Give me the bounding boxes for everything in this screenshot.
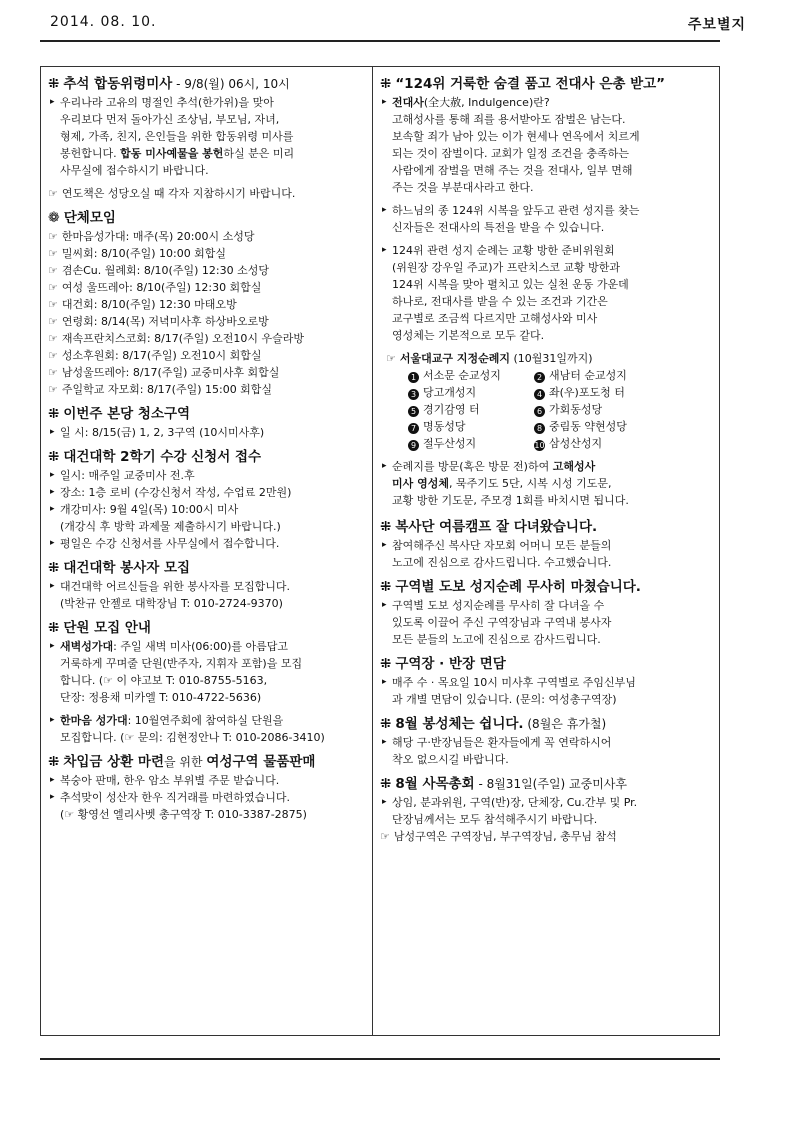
line-text: 영성체는 기본적으로 모두 같다. bbox=[392, 329, 545, 342]
pilgrimage-site bbox=[408, 384, 534, 401]
bullet-icon: ▸ bbox=[50, 775, 55, 785]
pilgrimage-site bbox=[408, 401, 534, 418]
asterisk-mark-icon: ⁜ bbox=[380, 716, 392, 732]
section-title bbox=[48, 208, 366, 228]
bullet-line bbox=[380, 458, 714, 475]
line-text-bold: 새벽성가대 bbox=[60, 640, 114, 653]
flower-icon: ❁ bbox=[48, 210, 60, 226]
line-text: 재속프란치스코회: 8/17(주일) 오전10시 우슬라방 bbox=[61, 332, 304, 345]
line-text: (10월31일까지) bbox=[509, 352, 593, 365]
bullet-icon: ▸ bbox=[50, 641, 55, 651]
line-text: (위원장 강우일 주교)가 프란치스코 교황 방한과 bbox=[392, 261, 620, 274]
bulletin-date: 2014. 08. 10. bbox=[50, 14, 157, 30]
section-title-text: 단체모임 bbox=[63, 210, 116, 226]
asterisk-mark-icon: ⁜ bbox=[48, 754, 60, 770]
line-text: (박찬규 안젤로 대학장님 T: 010-2724-9370) bbox=[60, 597, 283, 610]
text-line bbox=[48, 806, 366, 823]
section-title bbox=[48, 752, 366, 772]
line-text: 겸손Cu. 월례회: 8/10(주일) 12:30 소성당 bbox=[61, 264, 269, 277]
line-text: 노고에 진심으로 감사드립니다. 수고했습니다. bbox=[392, 556, 612, 569]
left-column bbox=[48, 74, 366, 823]
number-badge: 5 bbox=[408, 406, 419, 417]
line-text: 해당 구·반장님들은 환자들에게 꼭 연락하시어 bbox=[392, 736, 612, 749]
line-text: 보속할 죄가 남아 있는 이가 현세나 연옥에서 치르게 bbox=[392, 130, 640, 143]
section bbox=[48, 404, 366, 441]
pilgrimage-site bbox=[534, 418, 674, 435]
pointing-hand-icon: ☞ bbox=[48, 281, 58, 294]
bullet-line bbox=[380, 537, 714, 554]
site-name: 중림동 약현성당 bbox=[549, 420, 627, 433]
section-title bbox=[380, 774, 714, 794]
text-line bbox=[48, 145, 366, 162]
line-text: 대건회: 8/10(주일) 12:30 마태오방 bbox=[61, 298, 237, 311]
bullet-icon: ▸ bbox=[382, 205, 387, 215]
section-title bbox=[48, 618, 366, 638]
number-badge: 10 bbox=[534, 441, 545, 450]
pointing-hand-icon: ☞ bbox=[380, 830, 390, 843]
bullet-icon: ▸ bbox=[50, 715, 55, 725]
bullet-icon: ▸ bbox=[382, 245, 387, 255]
number-badge: 9 bbox=[408, 440, 419, 451]
note-line bbox=[48, 381, 366, 398]
section-title-extra: - 9/8(월) 06시, 10시 bbox=[172, 77, 290, 91]
pointing-hand-icon: ☞ bbox=[48, 366, 58, 379]
line-text: 주는 것을 부분대사라고 한다. bbox=[392, 181, 534, 194]
line-text: 장소: 1층 로비 (수강신청서 작성, 수업료 2만원) bbox=[60, 486, 292, 499]
line-text: 순례지를 방문(혹은 방문 전)하여 bbox=[392, 460, 553, 473]
right-column bbox=[380, 74, 714, 845]
line-text: 사무실에 접수하시기 바랍니다. bbox=[60, 164, 209, 177]
section-title-text: “124위 거룩한 숨결 품고 전대사 은총 받고” bbox=[395, 76, 666, 92]
section-title bbox=[380, 714, 714, 734]
asterisk-mark-icon: ⁜ bbox=[48, 76, 60, 92]
bullet-line bbox=[48, 712, 366, 729]
asterisk-mark-icon: ⁜ bbox=[380, 776, 392, 792]
line-text: 하느님의 종 124위 시복을 앞두고 관련 성지를 찾는 bbox=[392, 204, 640, 217]
site-name: 좌(우)포도청 터 bbox=[549, 386, 625, 399]
section-title-text: 8월 사목총회 bbox=[395, 776, 475, 792]
section-title bbox=[48, 404, 366, 424]
bullet-icon: ▸ bbox=[382, 461, 387, 471]
line-text: 여성 울뜨레아: 8/10(주일) 12:30 회합실 bbox=[61, 281, 262, 294]
number-badge: 6 bbox=[534, 406, 545, 417]
section-title-tail: 여성구역 물품판매 bbox=[206, 754, 316, 770]
bullet-icon: ▸ bbox=[50, 427, 55, 437]
note-line bbox=[48, 228, 366, 245]
section-title-text: 8월 봉성체는 쉽니다. bbox=[395, 716, 524, 732]
note-line bbox=[48, 347, 366, 364]
line-text: 우리나라 고유의 명절인 추석(한가위)을 맞아 bbox=[60, 96, 274, 109]
pilgrimage-site bbox=[408, 367, 534, 384]
text-line bbox=[48, 518, 366, 535]
bullet-icon: ▸ bbox=[50, 504, 55, 514]
number-badge: 3 bbox=[408, 389, 419, 400]
text-line bbox=[380, 276, 714, 293]
line-text: 과 개별 면담이 있습니다. (문의: 여성총구역장) bbox=[392, 693, 617, 706]
line-text: 상임, 분과위원, 구역(반)장, 단체장, Cu.간부 및 Pr. bbox=[392, 796, 638, 809]
section-title bbox=[380, 654, 714, 674]
section-title-text: 차입금 상환 마련 bbox=[63, 754, 164, 770]
note-line bbox=[380, 828, 714, 845]
text-line bbox=[48, 729, 366, 746]
asterisk-mark-icon: ⁜ bbox=[380, 76, 392, 92]
line-text: 단장님께서는 모두 참석해주시기 바랍니다. bbox=[392, 813, 598, 826]
note-line bbox=[48, 364, 366, 381]
bullet-icon: ▸ bbox=[50, 581, 55, 591]
text-line bbox=[48, 162, 366, 179]
asterisk-mark-icon: ⁜ bbox=[48, 620, 60, 636]
text-line bbox=[48, 128, 366, 145]
line-text: 밀씨회: 8/10(주일) 10:00 회합실 bbox=[61, 247, 227, 260]
line-text: 모든 분들의 노고에 진심으로 감사드립니다. bbox=[392, 633, 601, 646]
section-title bbox=[380, 74, 714, 94]
line-text: , 묵주기도 5단, 시복 시성 기도문, bbox=[448, 477, 612, 490]
section bbox=[380, 654, 714, 708]
line-text: 모집합니다. (☞ 문의: 김현정안나 T: 010-2086-3410) bbox=[60, 731, 325, 744]
line-text: 거룩하게 꾸며줄 단원(반주자, 지휘자 포함)을 모집 bbox=[60, 657, 303, 670]
line-text: 매주 수 · 목요일 10시 미사후 구역별로 주임신부님 bbox=[392, 676, 636, 689]
section bbox=[48, 74, 366, 202]
bullet-icon: ▸ bbox=[382, 600, 387, 610]
pointing-hand-icon: ☞ bbox=[48, 264, 58, 277]
bullet-line bbox=[380, 734, 714, 751]
section-title-small: 을 위한 bbox=[164, 755, 207, 769]
pointing-hand-icon: ☞ bbox=[48, 332, 58, 345]
site-name: 경기감영 터 bbox=[423, 403, 480, 416]
bullet-line bbox=[48, 424, 366, 441]
bullet-line bbox=[48, 501, 366, 518]
section bbox=[48, 558, 366, 612]
bullet-line bbox=[48, 467, 366, 484]
footer-rule bbox=[40, 1058, 720, 1060]
text-line bbox=[380, 293, 714, 310]
section-title bbox=[380, 517, 714, 537]
line-text: 구역별 도보 성지순례를 무사히 잘 다녀올 수 bbox=[392, 599, 605, 612]
bullet-line bbox=[48, 578, 366, 595]
text-line bbox=[380, 327, 714, 344]
line-text: 124위 관련 성지 순례는 교황 방한 준비위원회 bbox=[392, 244, 615, 257]
line-text: 연령회: 8/14(목) 저녁미사후 하상바오로방 bbox=[61, 315, 269, 328]
line-text: 교황 방한 기도문, 주모경 1회를 바치시면 됩니다. bbox=[392, 494, 629, 507]
bullet-icon: ▸ bbox=[50, 487, 55, 497]
section bbox=[380, 577, 714, 648]
pilgrimage-site bbox=[534, 367, 674, 384]
line-text: : 10월연주회에 참여하실 단원을 bbox=[127, 714, 284, 727]
section bbox=[48, 752, 366, 823]
site-name: 가회동성당 bbox=[549, 403, 603, 416]
line-text: 되는 것이 잠벌이다. 교회가 일정 조건을 충족하는 bbox=[392, 147, 629, 160]
text-line bbox=[380, 111, 714, 128]
line-text: 우리보다 먼저 돌아가신 조상님, 부모님, 자녀, bbox=[60, 113, 280, 126]
line-text: 교구별로 조금씩 다르지만 고해성사와 미사 bbox=[392, 312, 598, 325]
note-line bbox=[48, 185, 366, 202]
line-text: 일 시: 8/15(금) 1, 2, 3구역 (10시미사후) bbox=[60, 426, 265, 439]
text-line bbox=[48, 111, 366, 128]
section bbox=[380, 774, 714, 845]
line-text: 하실 분은 미리 bbox=[223, 147, 295, 160]
bullet-icon: ▸ bbox=[382, 97, 387, 107]
number-badge: 1 bbox=[408, 372, 419, 383]
line-text: 124위 시복을 맞아 펼치고 있는 실천 운동 가운데 bbox=[392, 278, 629, 291]
pointing-hand-icon: ☞ bbox=[48, 230, 58, 243]
bullet-line bbox=[380, 674, 714, 691]
line-text: 복숭아 판매, 한우 암소 부위별 주문 받습니다. bbox=[60, 774, 280, 787]
text-line bbox=[380, 259, 714, 276]
pointing-hand-icon: ☞ bbox=[48, 187, 58, 200]
pilgrimage-site bbox=[534, 401, 674, 418]
line-text-bold: 한마음 성가대 bbox=[60, 714, 128, 727]
line-text: (개강식 후 방학 과제물 제출하시기 바랍니다.) bbox=[60, 520, 281, 533]
section-title-text: 대건대학 봉사자 모집 bbox=[63, 560, 191, 576]
line-text: 연도책은 성당오실 때 각자 지참하시기 바랍니다. bbox=[61, 187, 296, 200]
pointing-hand-icon: ☞ bbox=[48, 315, 58, 328]
bullet-line bbox=[48, 772, 366, 789]
line-text-bold: 미사 영성체 bbox=[392, 477, 449, 490]
text-line bbox=[380, 631, 714, 648]
bullet-icon: ▸ bbox=[382, 737, 387, 747]
bullet-line bbox=[48, 484, 366, 501]
site-name: 새남터 순교성지 bbox=[549, 369, 627, 382]
line-text: : 주일 새벽 미사(06:00)를 아름답고 bbox=[113, 640, 289, 653]
asterisk-mark-icon: ⁜ bbox=[380, 656, 392, 672]
section-title bbox=[380, 577, 714, 597]
section bbox=[380, 517, 714, 571]
line-text: 고해성사를 통해 죄를 용서받아도 잠벌은 남는다. bbox=[392, 113, 626, 126]
line-text: (☞ 황영선 엘리사벳 총구역장 T: 010-3387-2875) bbox=[60, 808, 307, 821]
bullet-line bbox=[380, 242, 714, 259]
asterisk-mark-icon: ⁜ bbox=[380, 519, 392, 535]
bullet-line bbox=[48, 638, 366, 655]
section-title-text: 구역별 도보 성지순례 무사히 마쳤습니다. bbox=[395, 579, 641, 595]
line-text: 있도록 이끌어 주신 구역장님과 구역내 봉사자 bbox=[392, 616, 612, 629]
bullet-icon: ▸ bbox=[50, 538, 55, 548]
pointing-hand-icon: ☞ bbox=[48, 247, 58, 260]
bullet-icon: ▸ bbox=[382, 797, 387, 807]
site-name: 명동성당 bbox=[423, 420, 466, 433]
line-text: (全大赦, Indulgence)란? bbox=[423, 96, 550, 109]
asterisk-mark-icon: ⁜ bbox=[380, 579, 392, 595]
section-title-text: 복사단 여름캠프 잘 다녀왔습니다. bbox=[395, 519, 598, 535]
bullet-icon: ▸ bbox=[50, 470, 55, 480]
number-badge: 2 bbox=[534, 372, 545, 383]
section-title-text: 이번주 본당 청소구역 bbox=[63, 406, 191, 422]
note-line bbox=[48, 313, 366, 330]
bullet-icon: ▸ bbox=[382, 677, 387, 687]
pointing-hand-icon: ☞ bbox=[48, 383, 58, 396]
section-title bbox=[48, 74, 366, 94]
line-text: 신자들은 전대사의 특전을 받을 수 있습니다. bbox=[392, 221, 605, 234]
section-title-extra: - 8월31일(주일) 교중미사후 bbox=[474, 777, 627, 791]
bullet-icon: ▸ bbox=[50, 792, 55, 802]
section-title bbox=[48, 447, 366, 467]
line-text-bold: 합동 미사예물을 봉헌 bbox=[120, 147, 224, 160]
section bbox=[48, 618, 366, 746]
pilgrimage-site-list bbox=[380, 367, 714, 452]
text-line bbox=[380, 614, 714, 631]
bullet-line bbox=[380, 794, 714, 811]
line-text: 형제, 가족, 친지, 은인들을 위한 합동위령 미사를 bbox=[60, 130, 294, 143]
text-line bbox=[380, 751, 714, 768]
asterisk-mark-icon: ⁜ bbox=[48, 449, 60, 465]
text-line bbox=[380, 128, 714, 145]
number-badge: 7 bbox=[408, 423, 419, 434]
number-badge: 8 bbox=[534, 423, 545, 434]
line-text-bold: 전대사 bbox=[392, 96, 424, 109]
line-text: 합니다. (☞ 이 야고보 T: 010-8755-5163, bbox=[60, 674, 268, 687]
section bbox=[380, 714, 714, 768]
pointing-hand-icon: ☞ bbox=[48, 298, 58, 311]
section bbox=[48, 447, 366, 552]
line-text: 대건대학 어르신들을 위한 봉사자를 모집합니다. bbox=[60, 580, 291, 593]
section-gap bbox=[380, 509, 714, 517]
bullet-line bbox=[380, 202, 714, 219]
line-text: 사람에게 잠벌을 면해 주는 것을 전대사, 일부 면해 bbox=[392, 164, 633, 177]
section bbox=[380, 74, 714, 509]
section-title bbox=[48, 558, 366, 578]
text-line bbox=[380, 162, 714, 179]
section-title-text: 단원 모집 안내 bbox=[63, 620, 151, 636]
text-line bbox=[380, 691, 714, 708]
note-line bbox=[48, 296, 366, 313]
bullet-line bbox=[48, 94, 366, 111]
text-line bbox=[48, 655, 366, 672]
site-name: 당고개성지 bbox=[423, 386, 477, 399]
section-title-extra: (8월은 휴가철) bbox=[523, 717, 607, 731]
asterisk-mark-icon: ⁜ bbox=[48, 406, 60, 422]
column-divider bbox=[372, 66, 373, 1036]
text-line bbox=[48, 595, 366, 612]
text-line bbox=[380, 179, 714, 196]
line-text: 하나로, 전대사를 받을 수 있는 조건과 기간은 bbox=[392, 295, 608, 308]
bullet-line bbox=[380, 597, 714, 614]
text-line bbox=[48, 689, 366, 706]
site-name: 삼성산성지 bbox=[549, 437, 603, 450]
line-text: 성소후원회: 8/17(주일) 오전10시 회합실 bbox=[61, 349, 262, 362]
section-title-text: 구역장 · 반장 면담 bbox=[395, 656, 506, 672]
bullet-icon: ▸ bbox=[382, 540, 387, 550]
line-text: 개강미사: 9월 4일(목) 10:00시 미사 bbox=[60, 503, 239, 516]
line-text-bold: 고해성사 bbox=[552, 460, 596, 473]
site-name: 절두산성지 bbox=[423, 437, 477, 450]
text-line bbox=[48, 672, 366, 689]
pilgrimage-site bbox=[408, 435, 534, 452]
note-line bbox=[48, 330, 366, 347]
line-text: 주일학교 자모회: 8/17(주일) 15:00 회합실 bbox=[61, 383, 273, 396]
pointing-hand-icon: ☞ bbox=[48, 349, 58, 362]
bullet-line bbox=[48, 789, 366, 806]
line-text: 일시: 매주일 교중미사 전.후 bbox=[60, 469, 195, 482]
text-line bbox=[380, 811, 714, 828]
number-badge: 4 bbox=[534, 389, 545, 400]
note-line bbox=[48, 279, 366, 296]
line-text: 한마음성가대: 매주(목) 20:00시 소성당 bbox=[61, 230, 255, 243]
section-title-text: 추석 합동위령미사 bbox=[63, 76, 173, 92]
bullet-line bbox=[48, 535, 366, 552]
line-text: 봉헌합니다. bbox=[60, 147, 121, 160]
line-text: 평일은 수강 신청서를 사무실에서 접수합니다. bbox=[60, 537, 280, 550]
pointing-hand-icon: ☞ bbox=[386, 352, 396, 365]
line-text: 남성울뜨레아: 8/17(주일) 교중미사후 회합실 bbox=[61, 366, 280, 379]
section-title-text: 대건대학 2학기 수강 신청서 접수 bbox=[63, 449, 262, 465]
pilgrimage-site bbox=[408, 418, 534, 435]
line-text: 착오 없으시길 바랍니다. bbox=[392, 753, 509, 766]
line-text-bold: 서울대교구 지정순례지 bbox=[399, 352, 510, 365]
bullet-icon: ▸ bbox=[50, 97, 55, 107]
line-text: 참여해주신 복사단 자모회 어머니 모든 분들의 bbox=[392, 539, 612, 552]
line-text: 추석맞이 성산자 한우 직거래를 마련하였습니다. bbox=[60, 791, 291, 804]
text-line bbox=[380, 492, 714, 509]
bullet-line bbox=[380, 94, 714, 111]
text-line bbox=[380, 554, 714, 571]
text-line bbox=[380, 219, 714, 236]
pilgrimage-site bbox=[534, 384, 674, 401]
asterisk-mark-icon: ⁜ bbox=[48, 560, 60, 576]
site-name: 서소문 순교성지 bbox=[423, 369, 501, 382]
note-line bbox=[48, 262, 366, 279]
section bbox=[48, 208, 366, 398]
note-line bbox=[48, 245, 366, 262]
line-text: 남성구역은 구역장님, 부구역장님, 총무님 참석 bbox=[393, 830, 617, 843]
header-rule bbox=[40, 40, 720, 42]
pilgrimage-site bbox=[534, 435, 674, 452]
text-line bbox=[380, 310, 714, 327]
text-line bbox=[380, 475, 714, 492]
publication-title: 주보별지 bbox=[687, 17, 746, 33]
page-header bbox=[42, 14, 752, 36]
text-line bbox=[380, 145, 714, 162]
line-text: 단장: 정용채 미카엘 T: 010-4722-5636) bbox=[60, 691, 262, 704]
note-line bbox=[380, 350, 714, 367]
